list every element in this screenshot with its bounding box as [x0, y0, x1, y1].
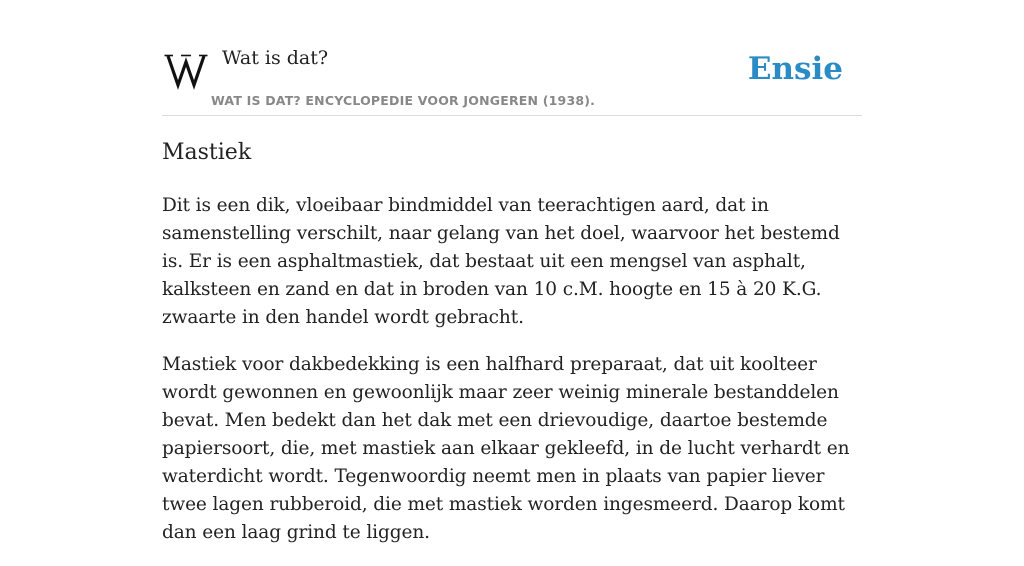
- article-body: [162, 192, 862, 566]
- article-paragraph: Dit is een dik, vloeibaar bindmiddel van teerachtigen aard, dat in samenstelling verschilt, naar gelang van het doel, waarvoor het bestemd is. Er is een asphaltmastiek, dat bestaat uit een mengsel van asphalt, kalksteen en zand en dat in broden van 10 c.M. hoogte en 15 à 20 K.G. zwaarte in den handel wordt gebracht.: [162, 195, 840, 328]
- source-title[interactable]: Wat is dat?: [222, 47, 329, 69]
- brand-logo-link[interactable]: Ensie: [747, 51, 843, 87]
- article-paragraph: Mastiek voor dakbedekking is een halfhard preparaat, dat uit koolteer wordt gewonnen en gewoonlijk maar zeer weinig minerale bestanddelen bevat. Men bedekt dan het dak met een drievoudige, daartoe bestemde papiersoort, die, met mastiek aan elkaar gekleefd, in de lucht verhardt en waterdicht wordt. Tegenwoordig neemt men in plaats van papier liever twee lagen rubberoid, die met mastiek worden ingesmeerd. Daarop komt dan een laag grind te liggen.: [162, 354, 850, 543]
- source-subtitle: WAT IS DAT? ENCYCLOPEDIE VOOR JONGEREN (1938).: [211, 93, 596, 108]
- source-header: [162, 40, 862, 116]
- article-title: Mastiek: [162, 140, 252, 165]
- wikipedia-w-icon[interactable]: [164, 50, 208, 90]
